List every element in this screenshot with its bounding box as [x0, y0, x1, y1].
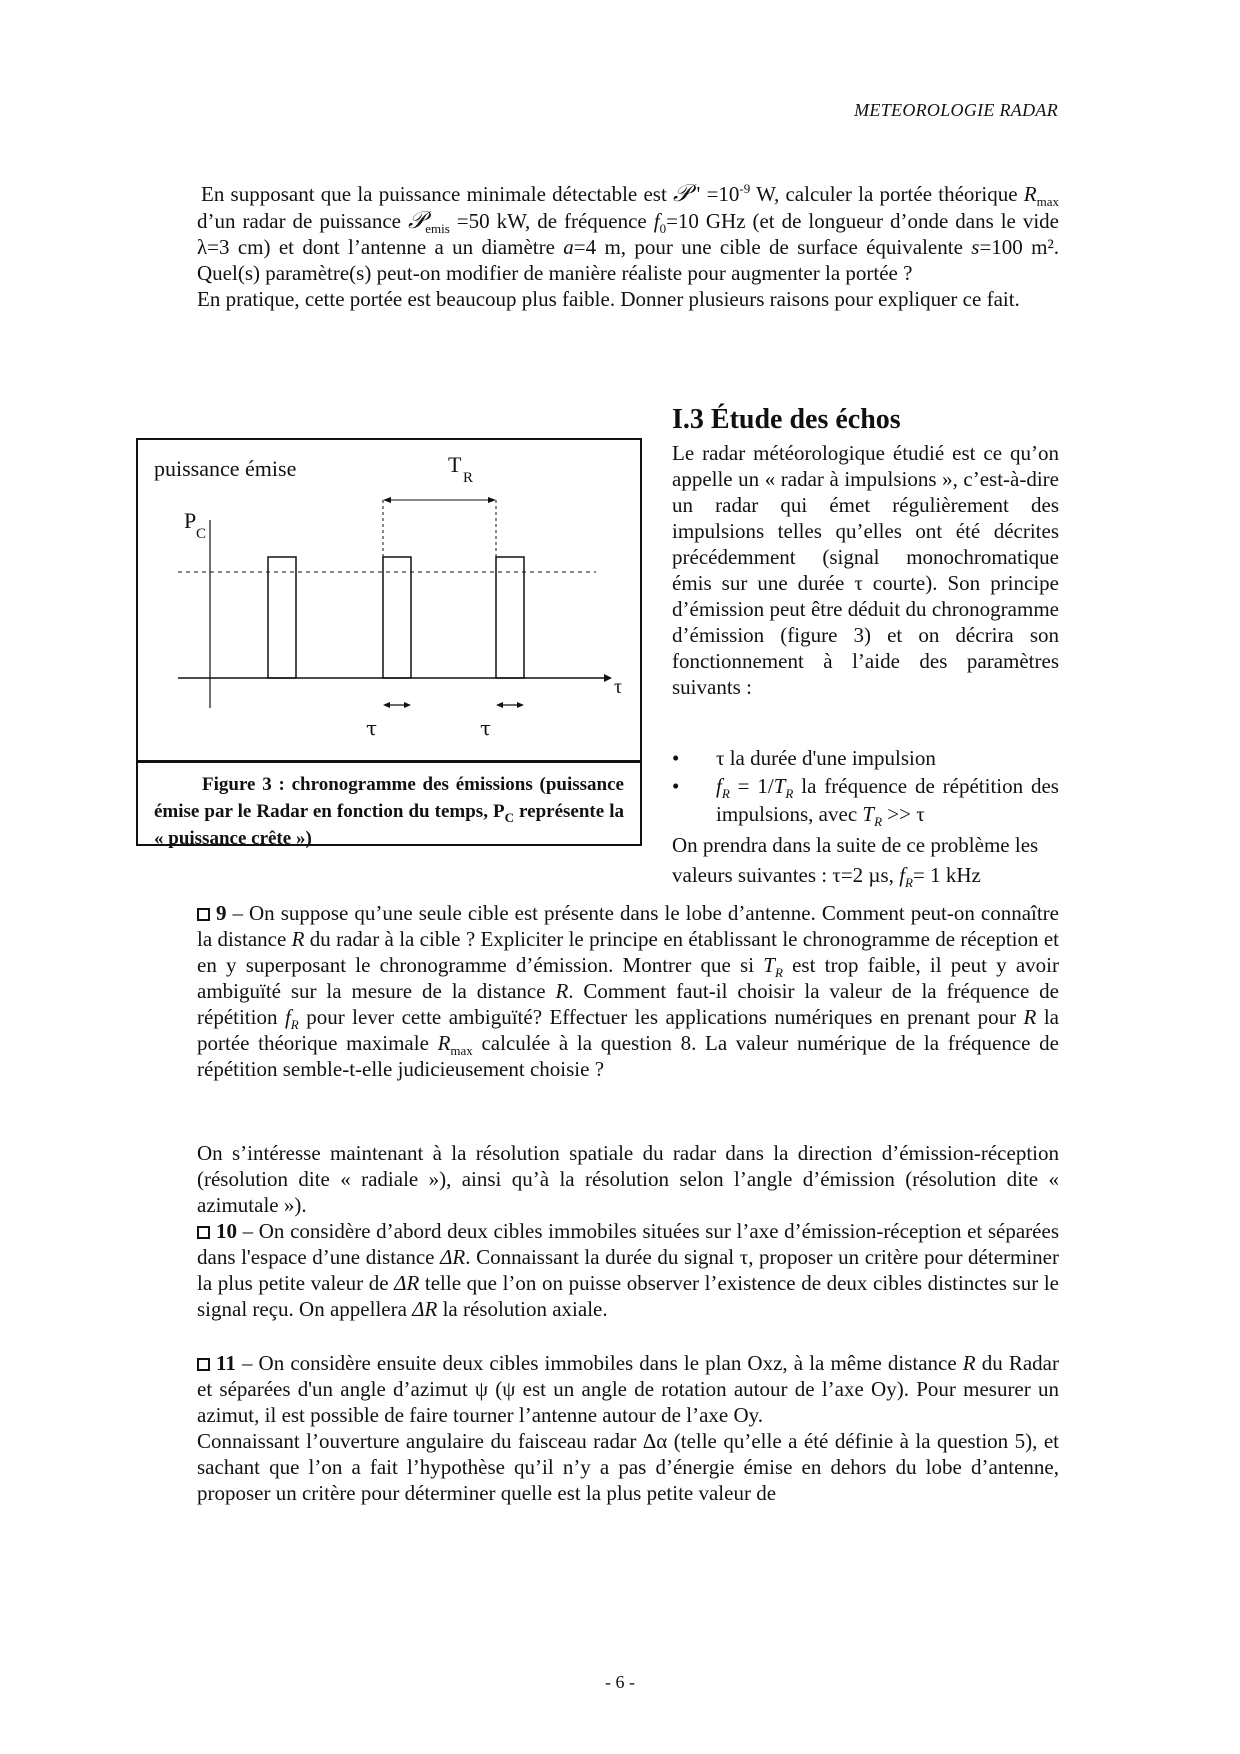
- pc-sub-label: C: [196, 526, 207, 542]
- question-9: 9 – On suppose qu’une seule cible est présente dans le lobe d’antenne. Comment peut-on connaître la distance R du radar à la cible ? Expliciter le principe en établissant le chronogramme de réception et en y superposant le chronogramme d’émission. Montrer que si $T_R$ est trop faible, il peut y avoir ambiguïté sur la mesure de la distance R. Comment faut-il choisir la valeur de la fréquence de répétition $f_R$ pour lever cette ambiguïté? Effectuer les applications numériques en prenant pour R la portée théorique maximale $R_{max}$ calculée à la question 8. La valeur numérique de la fréquence de répétition semble-t-elle judicieusement choisie ?: [197, 901, 1059, 1081]
- bullet-icon: •: [672, 746, 680, 770]
- tau-marker-1-right: [404, 702, 411, 708]
- checkbox-icon: [197, 908, 210, 921]
- page-number: - 6 -: [605, 1672, 635, 1692]
- section-title: I.3 Étude des échos: [672, 404, 901, 435]
- bullet-icon: •: [672, 774, 680, 798]
- intro-paragraph-2: En pratique, cette portée est beaucoup plus faible. Donner plusieurs raisons pour expliquer ce fait.: [197, 287, 1020, 311]
- tr-arrow-right: [488, 497, 496, 503]
- pulse-2: [383, 557, 411, 678]
- question-11: 11 – On considère ensuite deux cibles immobiles dans le plan Oxz, à la même distance R du Radar et séparées d'un angle d’azimut ψ (ψ est un angle de rotation autour de l’axe Oy). Pour mesurer un azimut, il est possible de faire tourner l’antenne autour de l’axe Oy. Connaissant l’ouverture angulaire du faisceau radar Δα (telle qu’elle a été définie à la question 5), et sachant que l’on a fait l’hypothèse qu’il n’y a pas d’énergie émise en dehors du lobe d’antenne, proposer un critère pour déterminer quelle est la plus petite valeur de: [197, 1351, 1059, 1505]
- pulse-3: [496, 557, 524, 678]
- x-axis-arrow: [604, 674, 612, 682]
- tau-label-2: τ: [480, 716, 492, 740]
- tau-marker-1-left: [383, 702, 390, 708]
- right-column-text: [672, 440, 1059, 700]
- tau-marker-2-left: [496, 702, 503, 708]
- power-label: puissance émise: [154, 456, 297, 481]
- figure-3: [136, 438, 642, 849]
- radar-description: Le radar météorologique étudié est ce qu’on appelle un « radar à impulsions », c’est-à-dire un radar qui émet régulièrement des impulsions telles qu’elles ont été décrites précédemment (signal monochromatique émis sur une durée τ courte). Son principe d’émission peut être déduit du chronogramme d’émission (figure 3) et on décrira son fonctionnement à l’aide des paramètres suivants :: [672, 441, 1059, 699]
- question-10: 10 – On considère d’abord deux cibles immobiles situées sur l’axe d’émission-réception et séparées dans l'espace d’une distance ΔR. Connaissant la durée du signal τ, proposer un critère pour déterminer la plus petite valeur de ΔR telle que l’on on puisse observer l’existence de deux cibles distinctes sur le signal reçu. On appellera ΔR la résolution axiale.: [197, 1219, 1059, 1321]
- pc-label: P: [184, 508, 197, 533]
- tr-sub-label: R: [463, 470, 474, 486]
- resolution-paragraph: On s’intéresse maintenant à la résolution spatiale du radar dans la direction d’émission-réception (résolution dite « radiale »), ainsi qu’à la résolution selon l’angle d’émission (résolution dite « azimutale »). 10 – On considère d’abord deux cibles immobiles situées sur l’axe d’émission-réception et séparées dans l'espace d’une distance ΔR. Connaissant la durée du signal τ, proposer un critère pour déterminer la plus petite valeur de ΔR telle que l’on on puisse observer l’existence de deux cibles distinctes sur le signal reçu. On appellera ΔR la résolution axiale.: [197, 1141, 1059, 1321]
- list-item: • $f_R = 1/T_R$ la fréquence de répétition des impulsions, avec $T_R >> \tau$: [672, 774, 1059, 830]
- parameter-list: [672, 744, 1059, 890]
- figure-caption: Figure 3 : chronogramme des émissions (puissance émise par le Radar en fonction du temps, $P_C$ représente la « puissance crête »): [138, 760, 640, 844]
- list-item: • τ la durée d'une impulsion: [672, 746, 936, 770]
- values-paragraph: On prendra dans la suite de ce problème les valeurs suivantes : τ=2 µs, $f_R= 1$ kHz: [672, 833, 1039, 891]
- intro-paragraph: En supposant que la puissance minimale détectable est 𝒫 ' $=10^{-9}$ W, calculer la portée théorique $R_{max}$ d’un radar de puissance 𝒫$_{emis}$ =50 kW, de fréquence $f_0=10$ GHz (et de longueur d’onde dans le vide λ=3 cm) et dont l’antenne a un diamètre a=4 m, pour une cible de surface équivalente s=100 m². Quel(s) paramètre(s) peut-on modifier de manière réaliste pour augmenter la portée ? En pratique, cette portée est beaucoup plus faible. Donner plusieurs raisons pour expliquer ce fait.: [197, 179, 1059, 311]
- tau-marker-2-right: [517, 702, 524, 708]
- running-header: METEOROLOGIE RADAR: [854, 100, 1058, 120]
- tr-label: T: [448, 452, 462, 477]
- tr-arrow-left: [383, 497, 391, 503]
- chronogram-plot: [138, 440, 640, 760]
- checkbox-icon: [197, 1226, 210, 1239]
- tau-label-1: τ: [366, 716, 378, 740]
- time-axis-label: τ: [614, 676, 623, 698]
- checkbox-icon: [197, 1358, 210, 1371]
- pulse-1: [268, 557, 296, 678]
